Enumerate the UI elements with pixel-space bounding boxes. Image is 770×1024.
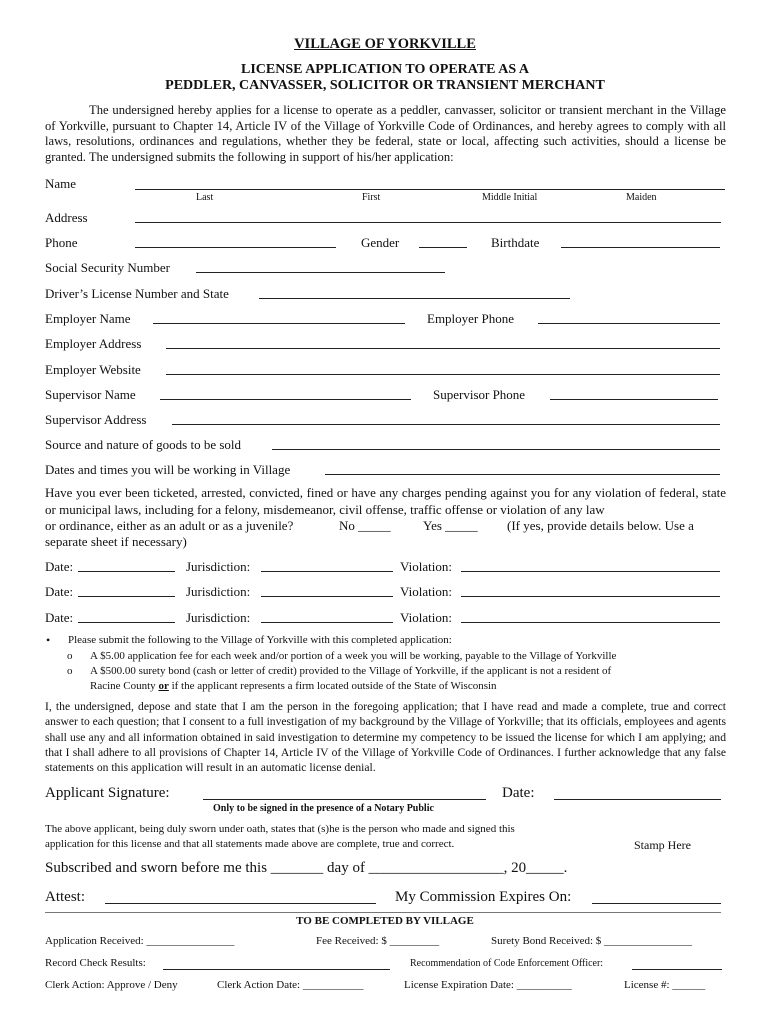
supervisor-address-label: Supervisor Address: [45, 412, 147, 427]
gender-label: Gender: [361, 235, 400, 250]
employer-website-field[interactable]: [166, 374, 720, 375]
violation-date-label: Date:: [45, 584, 74, 599]
ssn-field[interactable]: [196, 272, 445, 273]
clerk-action-date-field[interactable]: Clerk Action Date: ___________: [217, 979, 364, 991]
violation-question-cont: or ordinance, either as an adult or as a juvenile?: [45, 518, 294, 533]
attest-field[interactable]: [105, 903, 376, 904]
dates-times-field[interactable]: [325, 474, 720, 475]
birthdate-field[interactable]: [561, 247, 720, 248]
circle-bullet-icon: o: [67, 650, 73, 662]
signature-date-label: Date:: [502, 785, 535, 801]
section-divider: [45, 912, 721, 913]
drivers-license-field[interactable]: [259, 298, 570, 299]
violation-violation-label: Violation:: [400, 584, 452, 599]
employer-website-label: Employer Website: [45, 362, 141, 377]
bullet-icon: •: [46, 633, 51, 647]
submit-item-bond: A $500.00 surety bond (cash or letter of credit) provided to the Village of Yorkville, if the applicant is not a resident of: [90, 665, 612, 677]
violation-date-field[interactable]: [78, 622, 175, 623]
gender-field[interactable]: [419, 247, 467, 248]
violation-no-option[interactable]: No _____: [339, 518, 391, 533]
violation-date-field[interactable]: [78, 596, 175, 597]
birthdate-label: Birthdate: [491, 235, 540, 250]
submit-item-bond-cont: [90, 680, 497, 692]
violation-jurisdiction-field[interactable]: [261, 596, 393, 597]
fee-received-field[interactable]: Fee Received: $ _________: [316, 935, 440, 947]
employer-address-label: Employer Address: [45, 336, 142, 351]
applicant-signature-label: Applicant Signature:: [45, 785, 170, 801]
sworn-statement-2: application for this license and that all statements made above are complete, true and correct.: [45, 838, 455, 850]
address-field[interactable]: [135, 222, 721, 223]
name-maiden-caption: Maiden: [626, 192, 657, 203]
name-field[interactable]: [135, 189, 725, 190]
record-check-field[interactable]: [163, 969, 390, 970]
recommendation-field[interactable]: [632, 969, 722, 970]
violation-jurisdiction-label: Jurisdiction:: [186, 559, 251, 574]
employer-phone-field[interactable]: [538, 323, 720, 324]
violation-date-label: Date:: [45, 610, 74, 625]
attest-label: Attest:: [45, 889, 85, 905]
violation-violation-label: Violation:: [400, 559, 452, 574]
violation-details-note-cont: separate sheet if necessary): [45, 534, 187, 549]
or-emphasis: or: [158, 680, 169, 692]
bond-received-field[interactable]: Surety Bond Received: $ ________________: [491, 935, 693, 947]
supervisor-name-field[interactable]: [160, 399, 411, 400]
ssn-label: Social Security Number: [45, 260, 170, 275]
phone-label: Phone: [45, 235, 78, 250]
employer-phone-label: Employer Phone: [427, 311, 515, 326]
employer-name-field[interactable]: [153, 323, 405, 324]
submit-item-fee: A $5.00 application fee for each week and/or portion of a week you will be working, payable to the Village of Yorkville: [90, 650, 617, 662]
circle-bullet-icon: o: [67, 665, 73, 677]
goods-label: Source and nature of goods to be sold: [45, 437, 242, 452]
bond-condition-text: if the applicant represents a firm located outside of the State of Wisconsin: [171, 680, 497, 692]
application-received-field[interactable]: Application Received: ________________: [45, 935, 235, 947]
village-section-heading: TO BE COMPLETED BY VILLAGE: [296, 915, 474, 927]
supervisor-name-label: Supervisor Name: [45, 387, 136, 402]
violation-date-label: Date:: [45, 559, 74, 574]
violation-date-field[interactable]: [78, 571, 175, 572]
sworn-statement-1: The above applicant, being duly sworn under oath, states that (s)he is the person who made and signed this: [45, 823, 515, 835]
violation-jurisdiction-field[interactable]: [261, 622, 393, 623]
violation-details-note: (If yes, provide details below. Use a: [507, 518, 694, 533]
violation-question: Have you ever been ticketed, arrested, convicted, fined or have any charges pending against you for any violation of federal, state or municipal laws, including for a felony, misdemeanor, civil offense, traffic offense or violation of any law: [45, 485, 726, 517]
violation-yes-option[interactable]: Yes _____: [423, 518, 478, 533]
recommendation-label: Recommendation of Code Enforcement Officer:: [410, 958, 604, 969]
declaration-paragraph: I, the undersigned, depose and state that I am the person in the foregoing application; that I have read and made a complete, true and correct answer to each question; that I consent to a full investigation of my background by the Village of Yorkville; that its officials, employees and agents shall use any and all information obtained in said investigation to determine my competency to be issued the license for which I am applying; and that I shall adhere to all provisions of Chapter 14, Article IV of the Village of Yorkville Code of Ordinances. I further acknowledge that any false statements on this application will result in an automatic license denial.: [45, 700, 726, 775]
subscribed-line[interactable]: Subscribed and sworn before me this _______ day of __________________, 20_____.: [45, 860, 568, 876]
violation-jurisdiction-field[interactable]: [261, 571, 393, 572]
employer-name-label: Employer Name: [45, 311, 131, 326]
name-label: Name: [45, 176, 77, 191]
stamp-here-label: Stamp Here: [634, 838, 691, 852]
license-expiration-field[interactable]: License Expiration Date: __________: [404, 979, 572, 991]
submit-instructions: Please submit the following to the Village of Yorkville with this completed application:: [68, 634, 452, 646]
record-check-label: Record Check Results:: [45, 957, 146, 969]
supervisor-phone-field[interactable]: [550, 399, 718, 400]
page-title: VILLAGE OF YORKVILLE: [294, 36, 476, 52]
drivers-license-label: Driver’s License Number and State: [45, 286, 229, 301]
page-subtitle-2: PEDDLER, CANVASSER, SOLICITOR OR TRANSIENT MERCHANT: [165, 78, 605, 93]
name-middle-caption: Middle Initial: [482, 192, 538, 203]
applicant-signature-field[interactable]: [203, 799, 486, 800]
violation-jurisdiction-label: Jurisdiction:: [186, 610, 251, 625]
license-number-field[interactable]: License #: ______: [624, 979, 706, 991]
employer-address-field[interactable]: [166, 348, 720, 349]
violation-violation-field[interactable]: [461, 622, 720, 623]
violation-violation-field[interactable]: [461, 571, 720, 572]
supervisor-phone-label: Supervisor Phone: [433, 387, 526, 402]
address-label: Address: [45, 210, 88, 225]
commission-expires-label: My Commission Expires On:: [395, 889, 572, 905]
dates-times-label: Dates and times you will be working in Village: [45, 462, 291, 477]
intro-paragraph: The undersigned hereby applies for a license to operate as a peddler, canvasser, solicitor or transient merchant in the Village of Yorkville, pursuant to Chapter 14, Article IV of the Village of Yorkville Code of Ordinances, and hereby agrees to comply with all laws, resolutions, ordinances and regulations, whether they be federal, state or local, affecting such activities, should a license be granted. The undersigned submits the following in support of his/her application:: [45, 103, 726, 164]
commission-expires-field[interactable]: [592, 903, 721, 904]
goods-field[interactable]: [272, 449, 720, 450]
page-subtitle-1: LICENSE APPLICATION TO OPERATE AS A: [241, 62, 529, 77]
violation-violation-label: Violation:: [400, 610, 452, 625]
signature-date-field[interactable]: [554, 799, 721, 800]
supervisor-address-field[interactable]: [172, 424, 720, 425]
phone-field[interactable]: [135, 247, 336, 248]
clerk-action-field[interactable]: Clerk Action: Approve / Deny: [45, 979, 178, 991]
racine-county-text: Racine County: [90, 680, 156, 692]
notary-note: Only to be signed in the presence of a Notary Public: [213, 803, 434, 814]
name-first-caption: First: [362, 192, 381, 203]
violation-violation-field[interactable]: [461, 596, 720, 597]
name-last-caption: Last: [196, 192, 214, 203]
violation-jurisdiction-label: Jurisdiction:: [186, 584, 251, 599]
